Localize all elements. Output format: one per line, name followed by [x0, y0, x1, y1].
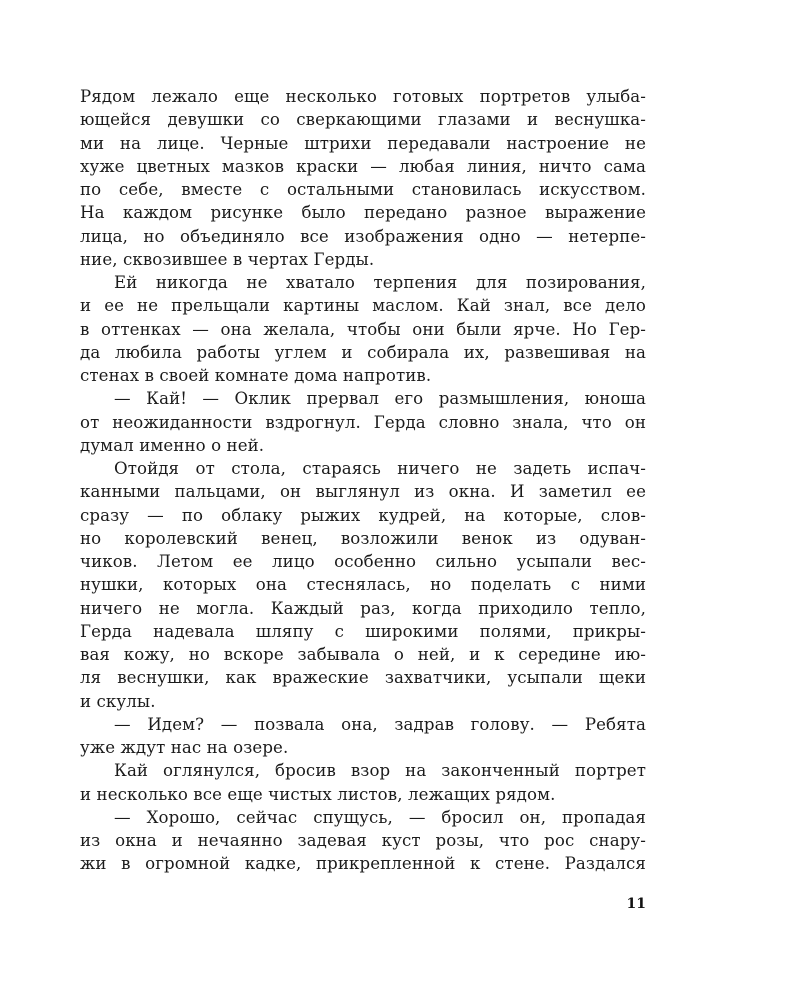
text-line: На каждом рисунке было передано разное выражение	[80, 203, 646, 223]
text-line: но королевский венец, возложили венок из одуван-	[80, 528, 646, 548]
text-line: и скулы.	[80, 691, 156, 711]
paragraph	[80, 759, 646, 806]
text-line: и ее не прельщали картины маслом. Кай знал, все дело	[80, 296, 646, 316]
paragraph	[80, 387, 646, 457]
text-line: — Кай! — Оклик прервал его размышления, юноша	[114, 389, 646, 409]
paragraph	[80, 713, 646, 760]
text-line: канными пальцами, он выглянул из окна. И заметил ее	[80, 482, 646, 502]
paragraph	[80, 271, 646, 387]
text-line: Рядом лежало еще несколько готовых портретов улыба-	[80, 87, 646, 106]
text-line: нушки, которых она стеснялась, но поделать с ними	[80, 575, 646, 595]
text-line: в оттенках — она желала, чтобы они были ярче. Но Гер-	[80, 319, 646, 339]
page-number: 11	[626, 896, 646, 912]
text-line: уже ждут нас на озере.	[80, 738, 289, 757]
text-line: ющейся девушки со сверкающими глазами и веснушка-	[80, 110, 646, 130]
text-line: чиков. Летом ее лицо особенно сильно усыпали вес-	[80, 552, 646, 571]
paragraph	[80, 806, 646, 876]
text-line: и несколько все еще чистых листов, лежащих рядом.	[80, 784, 556, 804]
text-line: — Идем? — позвала она, задрав голову. — Ребята	[114, 714, 646, 734]
text-line: ля веснушки, как вражеские захватчики, усыпали щеки	[80, 668, 646, 688]
text-line: лица, но объединяло все изображения одно — нетерпе-	[80, 226, 646, 246]
text-line: да любила работы углем и собирала их, развешивая на	[80, 342, 646, 362]
body-text	[80, 85, 646, 876]
text-line: думал именно о ней.	[80, 435, 265, 455]
text-line: стенах в своей комнате дома напротив.	[80, 366, 432, 385]
text-line: сразу — по облаку рыжих кудрей, на которые, слов-	[80, 505, 646, 525]
paragraph	[80, 85, 646, 271]
paragraph	[80, 457, 646, 713]
text-line: ничего не могла. Каждый раз, когда приходило тепло,	[80, 598, 646, 618]
text-line: Кай оглянулся, бросив взор на законченный портрет	[114, 761, 646, 781]
text-line: по себе, вместе с остальными становилась искусством.	[80, 180, 646, 199]
text-line: Герда надевала шляпу с широкими полями, прикры-	[80, 621, 646, 641]
text-line: Отойдя от стола, стараясь ничего не задеть испач-	[114, 459, 646, 478]
text-line: ми на лице. Черные штрихи передавали настроение не	[80, 133, 646, 153]
text-line: жи в огромной кадке, прикрепленной к стене. Раздался	[80, 854, 646, 874]
text-line: ние, сквозившее в чертах Герды.	[80, 249, 375, 269]
text-line: вая кожу, но вскоре забывала о ней, и к середине ию-	[80, 645, 646, 664]
text-line: хуже цветных мазков краски — любая линия, ничто сама	[80, 156, 646, 176]
text-line: — Хорошо, сейчас спущусь, — бросил он, пропадая	[114, 807, 646, 827]
text-line: из окна и нечаянно задевая куст розы, что рос снару-	[80, 831, 646, 850]
text-line: Ей никогда не хватало терпения для позирования,	[114, 273, 646, 292]
text-line: от неожиданности вздрогнул. Герда словно знала, что он	[80, 412, 646, 432]
